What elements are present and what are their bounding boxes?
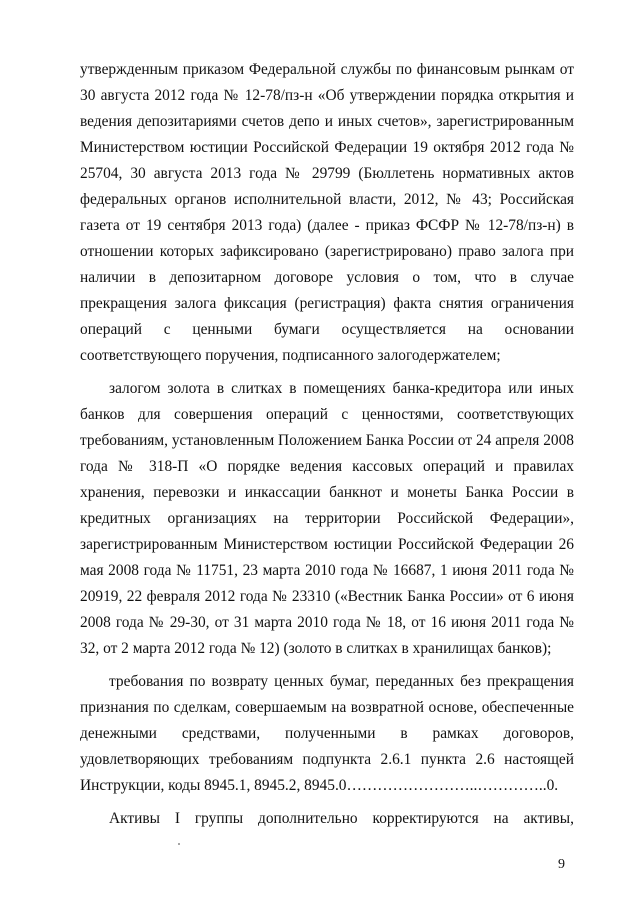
paragraph-gap bbox=[80, 799, 574, 806]
paragraph-pledge-gold: залогом золота в слитках в помещениях банка-кредитора или иных банков для совершения операций с ценностями, соответствующих требованиям, установленным Положением Банка России от 24 апреля 2008 года № 318-П «О порядке ведения кассовых операций и правилах хранения, перевозки и инкассации банкнот и монеты Банка России в кредитных организациях на территории Российской Федерации», зарегистрированным Министерством юстиции Российской Федерации 26 мая 2008 года № 11751, 23 марта 2010 года № 16687, 1 июня 2011 года № 20919, 22 февраля 2012 года № 23310 («Вестник Банка России» от 6 июня 2008 года № 29-30, от 31 марта 2010 года № 18, от 16 июня 2011 года № 32, от 2 марта 2012 года № 12) (золото в слитках в хранилищах банков); bbox=[80, 380, 574, 657]
paragraph-gap bbox=[80, 662, 574, 669]
scan-speck bbox=[178, 843, 180, 845]
paragraph-group-one-adjustment: Активы I группы дополнительно корректируются на активы, bbox=[109, 810, 574, 827]
paragraph-securities-return-claims: требования по возврату ценных бумаг, переданных без прекращения признания по сделкам, совершаемым на возвратной основе, обеспеченные денежными средствами, полученными в рамках договоров, удовлетворяющих требованиям подпункта 2.6.1 пункта 2.6 настоящей Инструкции, коды 8945.1, 8945.2, 8945.0……………………..…………..0. bbox=[80, 673, 574, 794]
document-body bbox=[80, 57, 574, 832]
paragraph-gap bbox=[80, 369, 574, 376]
page-number: 9 bbox=[558, 857, 565, 872]
paragraph-pledge-securities: утвержденным приказом Федеральной службы по финансовым рынкам от 30 августа 2012 года № 12-78/пз-н «Об утверждении порядка открытия и ведения депозитариями счетов депо и иных счетов», зарегистрированным Министерством юстиции Российской Федерации 19 октября 2012 года № 25704, 30 августа 2013 года № 29799 (Бюллетень нормативных актов федеральных органов исполнительной власти, 2012, № 43; Российская газета от 19 сентября 2013 года) (далее - приказ ФСФР № 12-78/пз-н) в отношении которых зафиксировано (зарегистрировано) право залога при наличии в депозитарном договоре условия о том, что в случае прекращения залога фиксация (регистрация) факта снятия ограничения операций с ценными бумаги осуществляется на основании соответствующего поручения, подписанного залогодержателем; bbox=[80, 61, 574, 364]
